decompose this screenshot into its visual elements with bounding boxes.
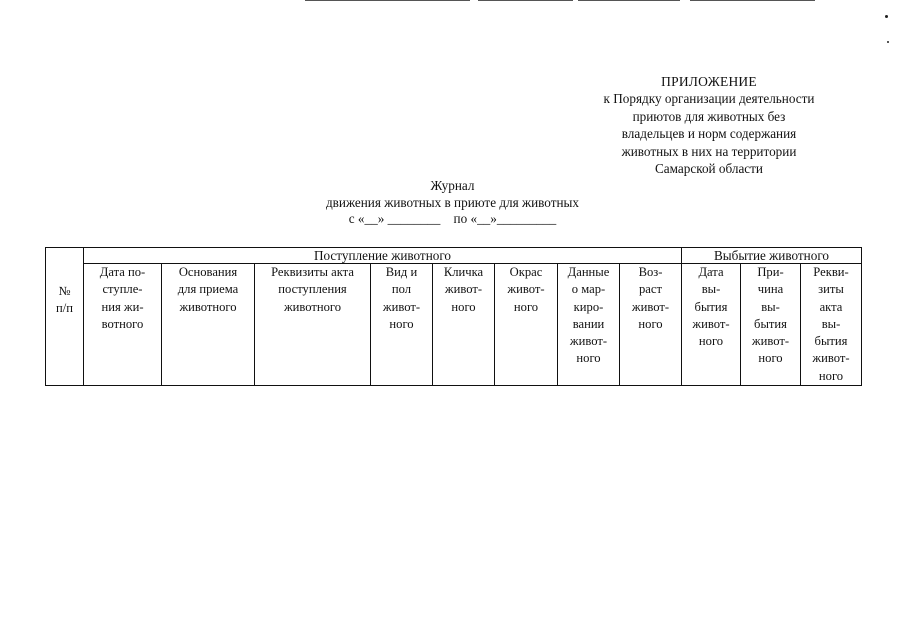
departure-group-header: Выбытие животного <box>682 248 862 264</box>
journal-subtitle: движения животных в приюте для животных <box>325 194 580 210</box>
appendix-line: животных в них на территории <box>621 143 797 159</box>
journal-title: Журнал <box>430 178 475 193</box>
appendix-line: Самарской области <box>655 161 763 177</box>
intake-group-header: Поступление животного <box>84 248 682 264</box>
column-header-departure-date: Дата вы- бытия живот- ного <box>682 264 741 386</box>
appendix-heading <box>580 73 838 177</box>
scan-speck <box>885 15 888 18</box>
scan-edge-line <box>305 0 470 1</box>
scan-edge-line <box>478 0 573 1</box>
appendix-title: ПРИЛОЖЕНИЕ <box>661 74 757 89</box>
column-header-intake-date: Дата по- ступле- ния жи- вотного <box>84 264 162 386</box>
appendix-line: к Порядку организации деятельности <box>603 91 815 107</box>
column-header-species-sex: Вид и пол живот- ного <box>371 264 433 386</box>
scan-speck <box>887 41 889 43</box>
column-header-color: Окрас живот- ного <box>495 264 558 386</box>
column-header-age: Воз- раст живот- ного <box>620 264 682 386</box>
column-header-marking: Данные о мар- киро- вании живот- ного <box>558 264 620 386</box>
row-number-header: № п/п <box>46 248 84 386</box>
column-header-intake-grounds: Основания для приема животного <box>162 264 255 386</box>
appendix-line: приютов для животных без <box>632 108 786 124</box>
journal-period: с «__» ________ по «__»_________ <box>348 211 557 226</box>
journal-heading <box>290 178 615 228</box>
scan-edge-line <box>578 0 680 1</box>
column-header-departure-reason: При- чина вы- бытия живот- ного <box>741 264 801 386</box>
column-header-intake-act: Реквизиты акта поступления животного <box>255 264 371 386</box>
scan-edge-line <box>690 0 815 1</box>
column-header-name: Кличка живот- ного <box>433 264 495 386</box>
appendix-line: владельцев и норм содержания <box>621 126 797 142</box>
animal-movement-table <box>45 247 862 386</box>
column-header-departure-act: Рекви- зиты акта вы- бытия живот- ного <box>801 264 862 386</box>
